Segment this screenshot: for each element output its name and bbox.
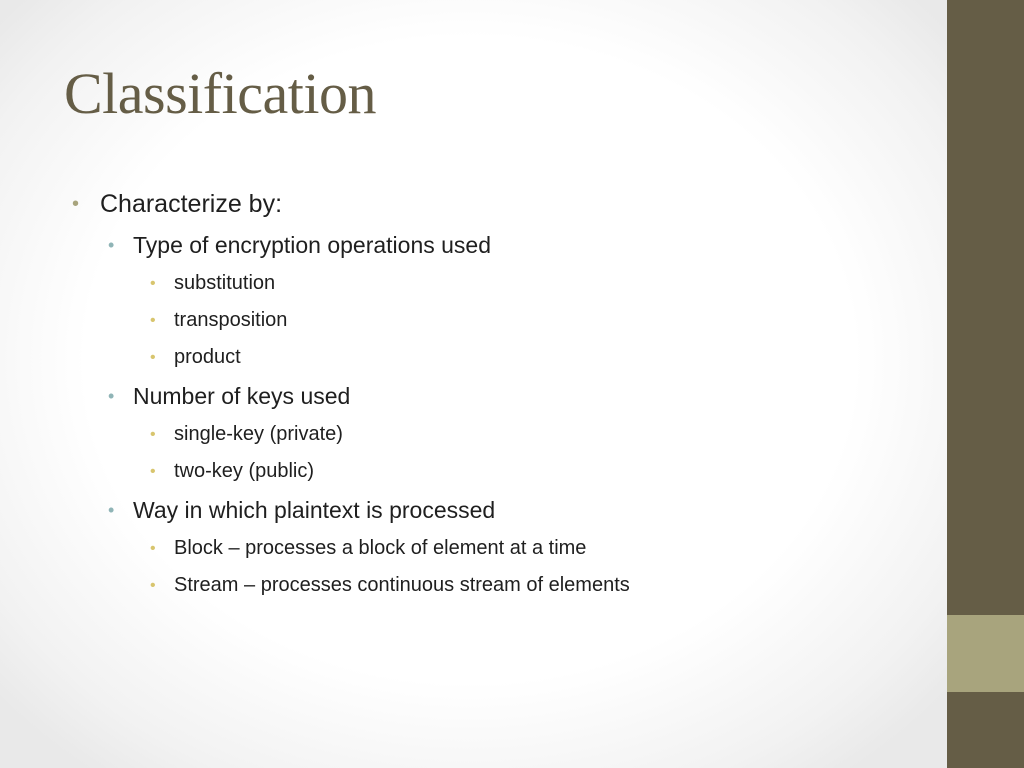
bullet-icon: • — [150, 275, 156, 292]
side-bar-bottom — [947, 692, 1024, 768]
bullet-item-single-key — [72, 419, 932, 450]
bullet-item-product — [72, 342, 932, 373]
bullet-icon: • — [108, 235, 115, 255]
bullet-icon: • — [150, 312, 156, 329]
bullet-icon: • — [150, 426, 156, 443]
bullet-item-two-key — [72, 456, 932, 487]
bullet-item-stream — [72, 570, 932, 601]
bullet-text: single-key (private) — [174, 423, 343, 445]
bullet-item-encryption-operations — [72, 228, 932, 262]
bullet-text: Way in which plaintext is processed — [133, 497, 496, 523]
side-bar-top — [947, 0, 1024, 615]
bullet-item-transposition — [72, 305, 932, 336]
bullet-icon: • — [150, 463, 156, 480]
bullet-icon: • — [108, 500, 115, 520]
bullet-item-block — [72, 533, 932, 564]
bullet-text: transposition — [174, 309, 288, 331]
bullet-text: substitution — [174, 272, 276, 294]
bullet-text: two-key (public) — [174, 460, 315, 482]
bullet-icon: • — [108, 386, 115, 406]
bullet-item-substitution — [72, 268, 932, 299]
bullet-item-characterize-by — [72, 186, 932, 222]
bullet-icon: • — [150, 540, 156, 557]
bullet-icon: • — [72, 193, 80, 215]
side-bar-accent — [947, 615, 1024, 692]
bullet-list — [72, 186, 932, 601]
bullet-text: product — [174, 346, 241, 368]
bullet-text: Characterize by: — [100, 190, 283, 218]
bullet-item-plaintext-processing — [72, 493, 932, 527]
bullet-icon: • — [150, 349, 156, 366]
bullet-text: Stream – processes continuous stream of elements — [174, 574, 630, 596]
slide-title: Classification — [64, 61, 376, 126]
bullet-text: Number of keys used — [133, 383, 351, 409]
bullet-text: Type of encryption operations used — [133, 232, 492, 258]
bullet-text: Block – processes a block of element at a time — [174, 537, 587, 559]
bullet-item-number-of-keys — [72, 379, 932, 413]
bullet-icon: • — [150, 577, 156, 594]
